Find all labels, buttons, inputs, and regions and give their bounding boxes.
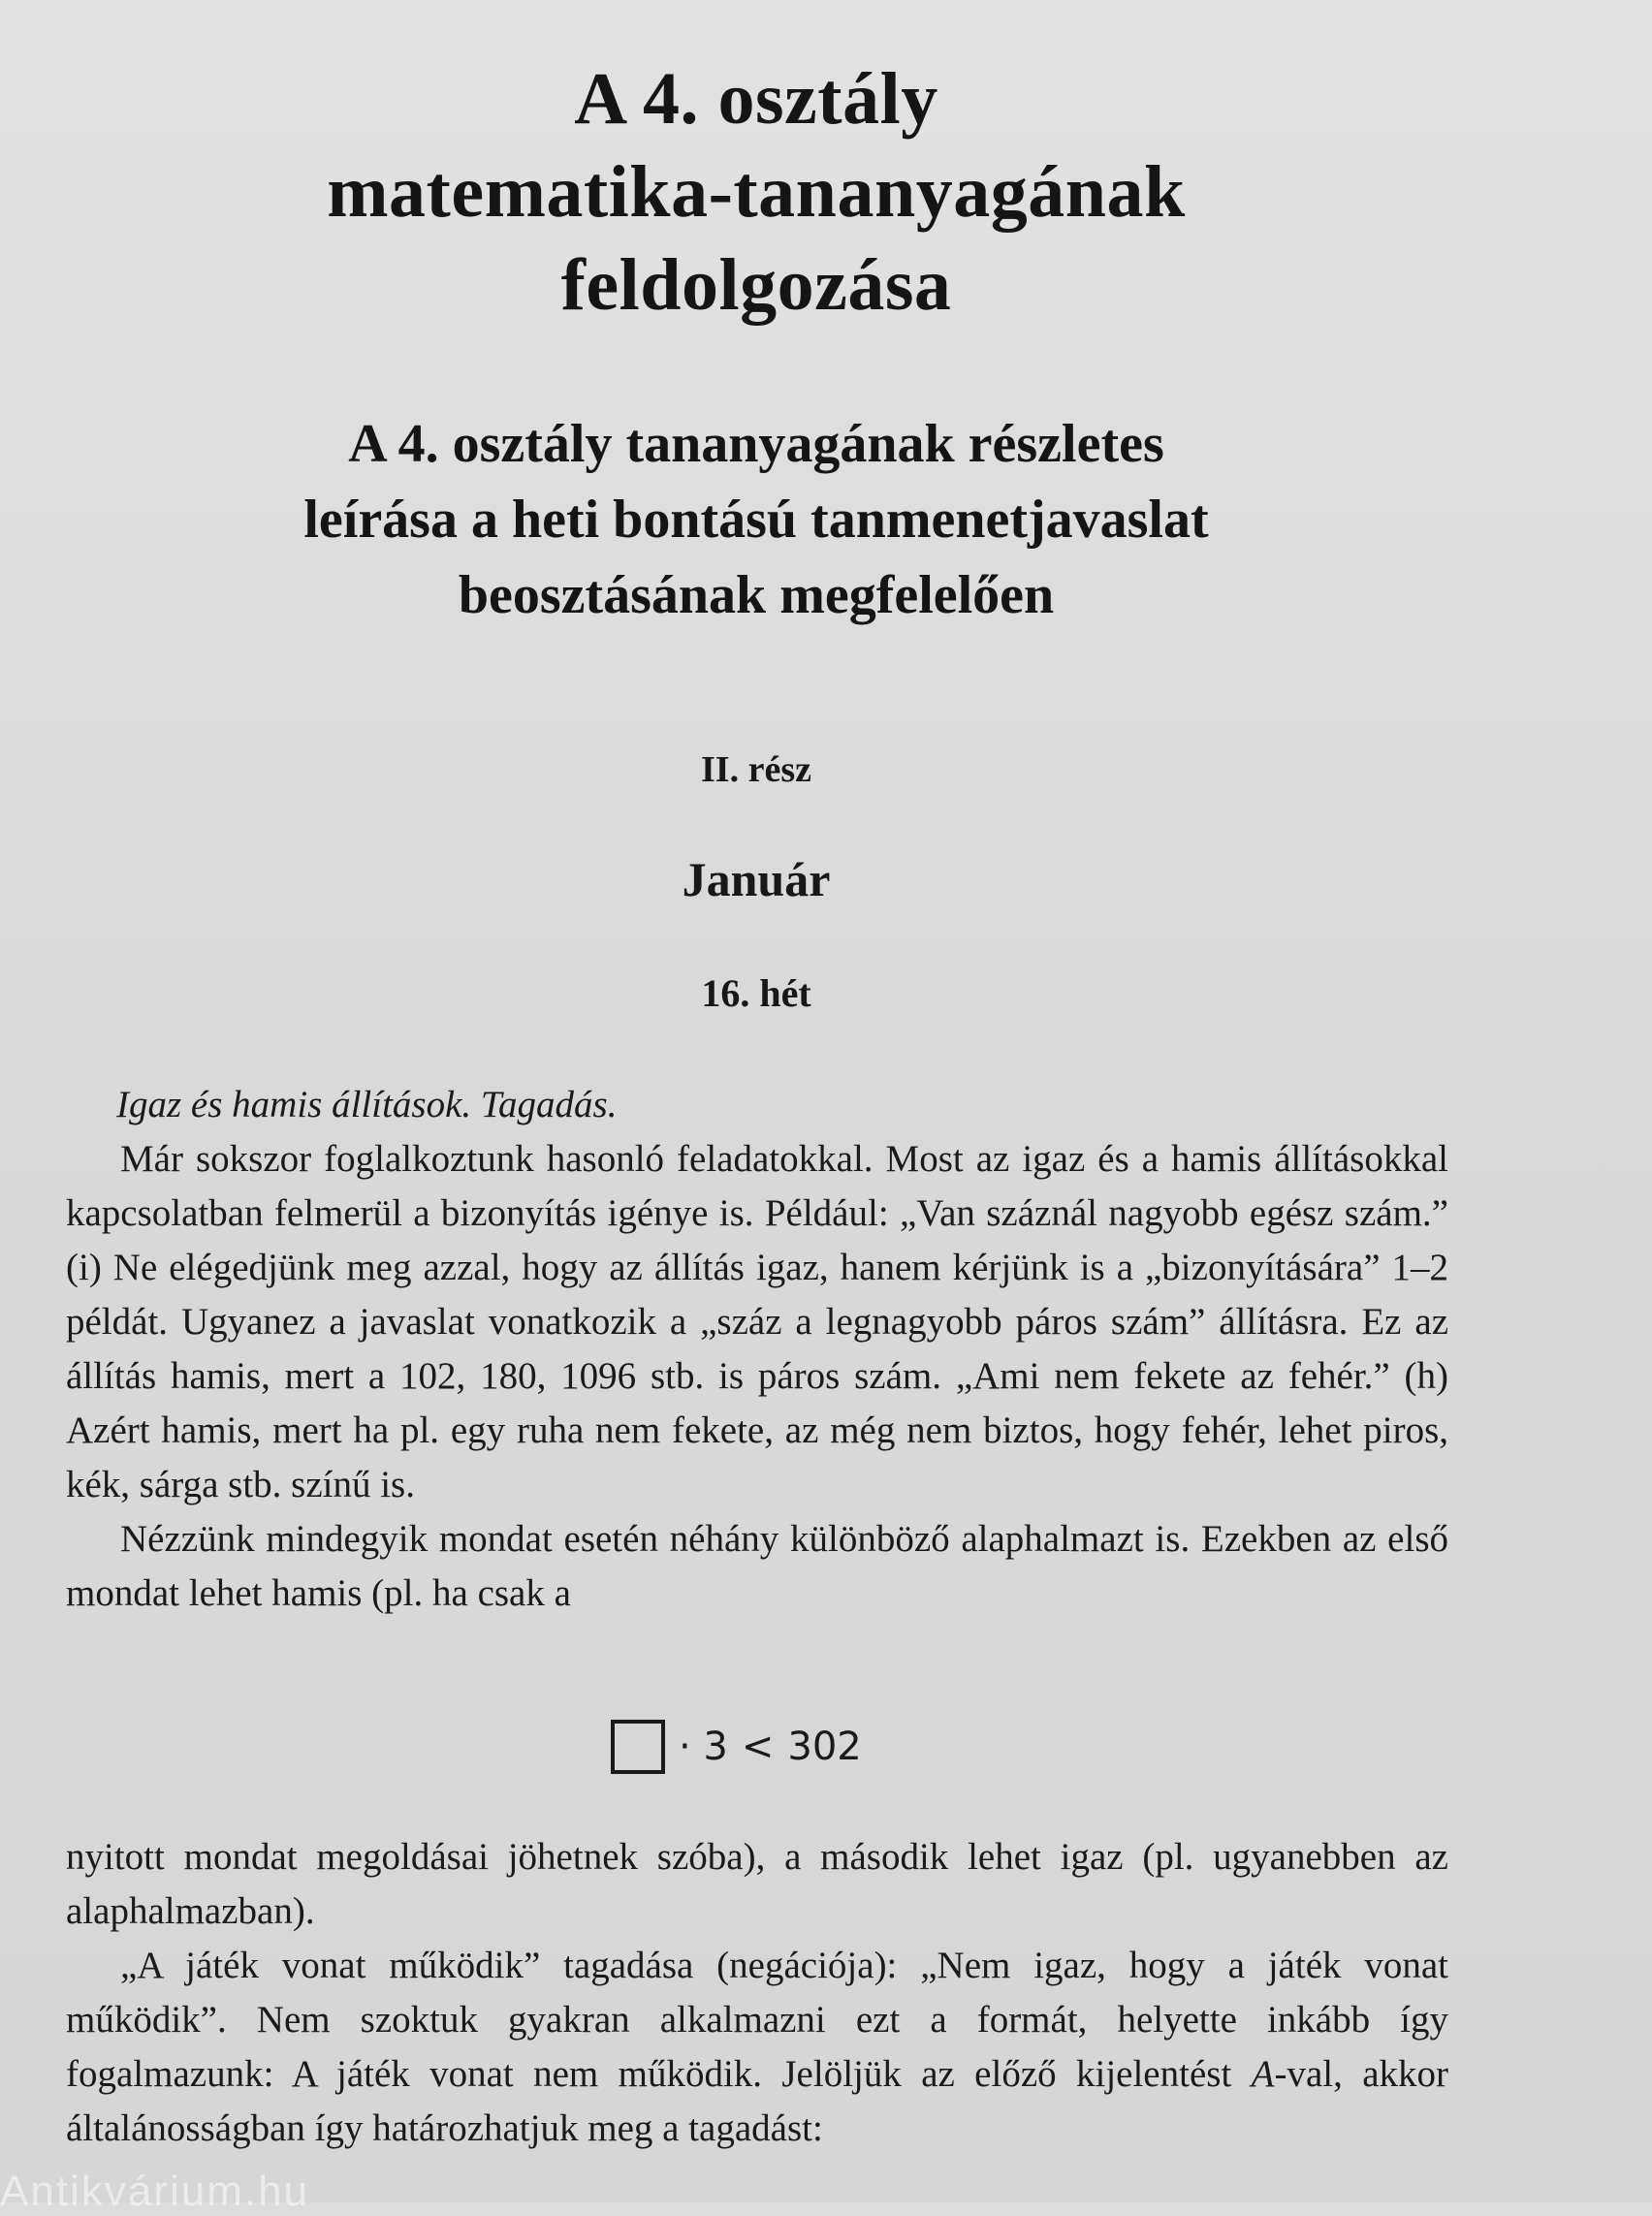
main-title-line-3: feldolgozása	[560, 244, 952, 326]
subtitle-line-3: beosztásának megfelelően	[458, 565, 1055, 625]
formula-value: 302	[787, 1725, 862, 1769]
paragraph-4	[66, 1939, 1448, 2156]
body-block-1	[66, 1078, 1448, 1621]
formula-relation: <	[741, 1725, 775, 1769]
placeholder-box	[611, 1720, 665, 1774]
paragraph-4-end: -val, akkor általánosságban így határozhatjuk meg a tagadást:	[66, 2053, 1448, 2149]
body-block-2	[66, 1830, 1448, 2156]
open-sentence-formula	[611, 1718, 875, 1776]
paragraph-3: nyitott mondat megoldásai jöhetnek szóba), a második lehet igaz (pl. ugyanebben az alaphalmazban).	[66, 1836, 1448, 1932]
formula-operator: · 3	[679, 1725, 728, 1769]
section-heading: Igaz és hamis állítások. Tagadás.	[116, 1084, 618, 1125]
month-heading: Január	[682, 852, 831, 906]
variable-a: A	[1251, 2053, 1275, 2095]
watermark: Antikvárium.hu	[0, 2168, 310, 2215]
paragraph-1: Már sokszor foglalkoztunk hasonló feladatokkal. Most az igaz és a hamis állításokkal kapcsolatban felmerül a bizonyítás igénye is. Például: „Van száznál nagyobb egész szám.” (i) Ne elégedjünk meg azzal, hogy az állítás igaz, hanem kérjünk is a „bizonyítására” 1–2 példát. Ugyanez a javaslat vonatkozik a „száz a legnagyobb páros szám” állításra. Ez az állítás hamis, mert a 102, 180, 1096 stb. is páros szám. „Ami nem fekete az fehér.” (h) Azért hamis, mert ha pl. egy ruha nem fekete, az még nem biztos, hogy fehér, lehet piros, kék, sárga stb. színű is.	[66, 1138, 1448, 1505]
subtitle-line-1: A 4. osztály tananyagának részletes	[348, 414, 1164, 474]
paragraph-4-text: „A játék vonat működik” tagadása (negációja): „Nem igaz, hogy a játék vonat működik”. Nem szoktuk gyakran alkalmazni ezt a formát, helyette inkább így fogalmazunk: A játék vonat nem működik. Jelöljük az előző kijelentést	[66, 1945, 1448, 2095]
subtitle-line-2: leírása a heti bontású tanmenetjavaslat	[303, 490, 1209, 550]
main-title-line-1: A 4. osztály	[574, 58, 938, 140]
main-title-line-2: matematika-tananyagának	[327, 151, 1186, 233]
week-label: 16. hét	[701, 971, 811, 1015]
paragraph-2: Nézzünk mindegyik mondat esetén néhány különböző alaphalmazt is. Ezekben az első mondat lehet hamis (pl. ha csak a	[66, 1518, 1448, 1614]
part-label: II. rész	[701, 749, 811, 790]
